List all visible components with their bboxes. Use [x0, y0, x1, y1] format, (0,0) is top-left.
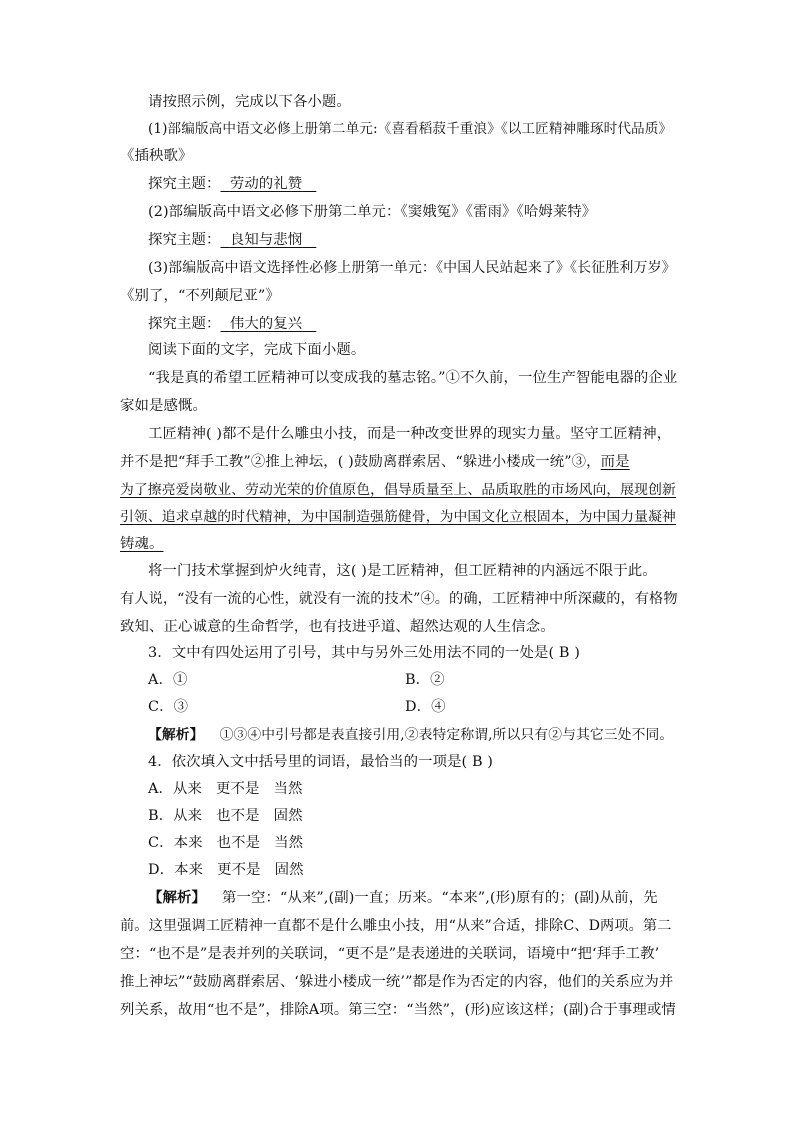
- question4-analysis-line1: 【解析】 第一空：“从来”,(副)一直；历来。“本来”,(形)原有的；(副)从前，先: [148, 889, 658, 906]
- theme-label: 探究主题：: [148, 232, 221, 248]
- theme-label: 探究主题：: [148, 316, 221, 332]
- q3-line2: 《别了，“不列颠尼亚”》: [120, 288, 280, 304]
- intro-text: 请按照示例，完成以下各小题。: [148, 94, 351, 110]
- reading-intro: 阅读下面的文字，完成下面小题。: [148, 342, 366, 358]
- passage-p2d: 引领、追求卓越的时代精神，为中国制造强筋健骨，为中国文化立根固本，为中国力量凝神: [120, 509, 676, 525]
- question4-analysis-line4: 推上神坛”“鼓励离群索居、‘躲进小楼成一统’”都是作为否定的内容，他们的关系应为并: [120, 974, 674, 990]
- question4-analysis-line2: 前。这里强调工匠精神一直都不是什么雕虫小技，用“从来”合适，排除C、D两项。第二: [120, 918, 672, 934]
- q3-theme: [148, 314, 316, 334]
- q1-line1: (1)部编版高中语文必修上册第二单元:《喜看稻菽千重浪》《以工匠精神雕琢时代品质》: [148, 121, 673, 137]
- question4-option-d: D．本来 更不是 固然: [148, 862, 304, 878]
- passage-p2c: 为了擦亮爱岗敬业、劳动光荣的价值原色，倡导质量至上、品质取胜的市场风向，展现创新: [120, 482, 676, 498]
- passage-p2e: 铸魂。: [120, 536, 164, 552]
- theme-answer: 良知与悲悯: [229, 232, 303, 248]
- passage-p3a: 将一门技术掌握到炉火纯青，这( )是工匠精神，但工匠精神的内涵远不限于此。: [148, 563, 657, 579]
- passage-p1a: “我是真的希望工匠精神可以变成我的墓志铭。”①不久前，一位生产智能电器的企业: [148, 370, 678, 386]
- question4-option-a: A．从来 更不是 当然: [148, 781, 303, 797]
- analysis-label: 【解析】: [148, 889, 206, 906]
- question3-analysis: 【解析】 ①③④中引号都是表直接引用,②表特定称谓,所以只有②与其它三处不同。: [148, 727, 674, 743]
- passage-p3b: 有人说，“没有一流的心性，就没有一流的技术”④。的确，工匠精神中所深藏的，有格物: [120, 591, 678, 607]
- q1-line2: 《插秧歌》: [120, 148, 193, 164]
- passage-p2a: 工匠精神( )都不是什么雕虫小技，而是一种改变世界的现实力量。坚守工匠精神，: [148, 426, 672, 442]
- question3-option-d: D．④: [405, 699, 446, 715]
- question3-stem: 3．文中有四处运用了引号，其中与另外三处用法不同的一处是( B ): [148, 645, 580, 661]
- question3-option-c: C．③: [148, 699, 189, 715]
- question4-option-c: C．本来 也不是 当然: [148, 835, 304, 851]
- q2-line1: (2)部编版高中语文必修下册第二单元：《窦娥冤》《雷雨》《哈姆莱特》: [148, 204, 597, 220]
- question4-option-b: B．从来 也不是 固然: [148, 808, 303, 824]
- theme-answer: 劳动的礼赞: [229, 176, 303, 192]
- q1-theme: [148, 174, 316, 194]
- theme-answer: 伟大的复兴: [229, 316, 303, 332]
- q2-theme: [148, 230, 316, 250]
- q3-line1: (3)部编版高中语文选择性必修上册第一单元：《中国人民站起来了》《长征胜利万岁》: [148, 260, 676, 276]
- question4-analysis-line5: 列关系，故用“也不是”，排除A项。第三空：“当然”，(形)应该这样；(副)合于事理或情: [120, 1002, 676, 1018]
- passage-p2b: 并不是把“拜手工教”②推上神坛，( )鼓励离群索居、“躲进小楼成一统”③，而是: [120, 454, 630, 470]
- question3-option-b: B．②: [405, 672, 445, 688]
- passage-p1b: 家如是感慨。: [120, 398, 207, 414]
- analysis-label: 【解析】: [148, 727, 204, 743]
- question4-stem: 4．依次填入文中括号里的词语，最恰当的一项是( B ): [148, 754, 494, 770]
- question3-option-a: A．①: [148, 672, 188, 688]
- passage-p3c: 致知、正心诚意的生命哲学，也有技进乎道、超然达观的人生信念。: [120, 619, 555, 635]
- theme-label: 探究主题：: [148, 176, 221, 192]
- question4-analysis-line3: 空：“也不是”是表并列的关联词，“更不是”是表递进的关联词，语境中“把‘拜手工教’: [120, 946, 660, 962]
